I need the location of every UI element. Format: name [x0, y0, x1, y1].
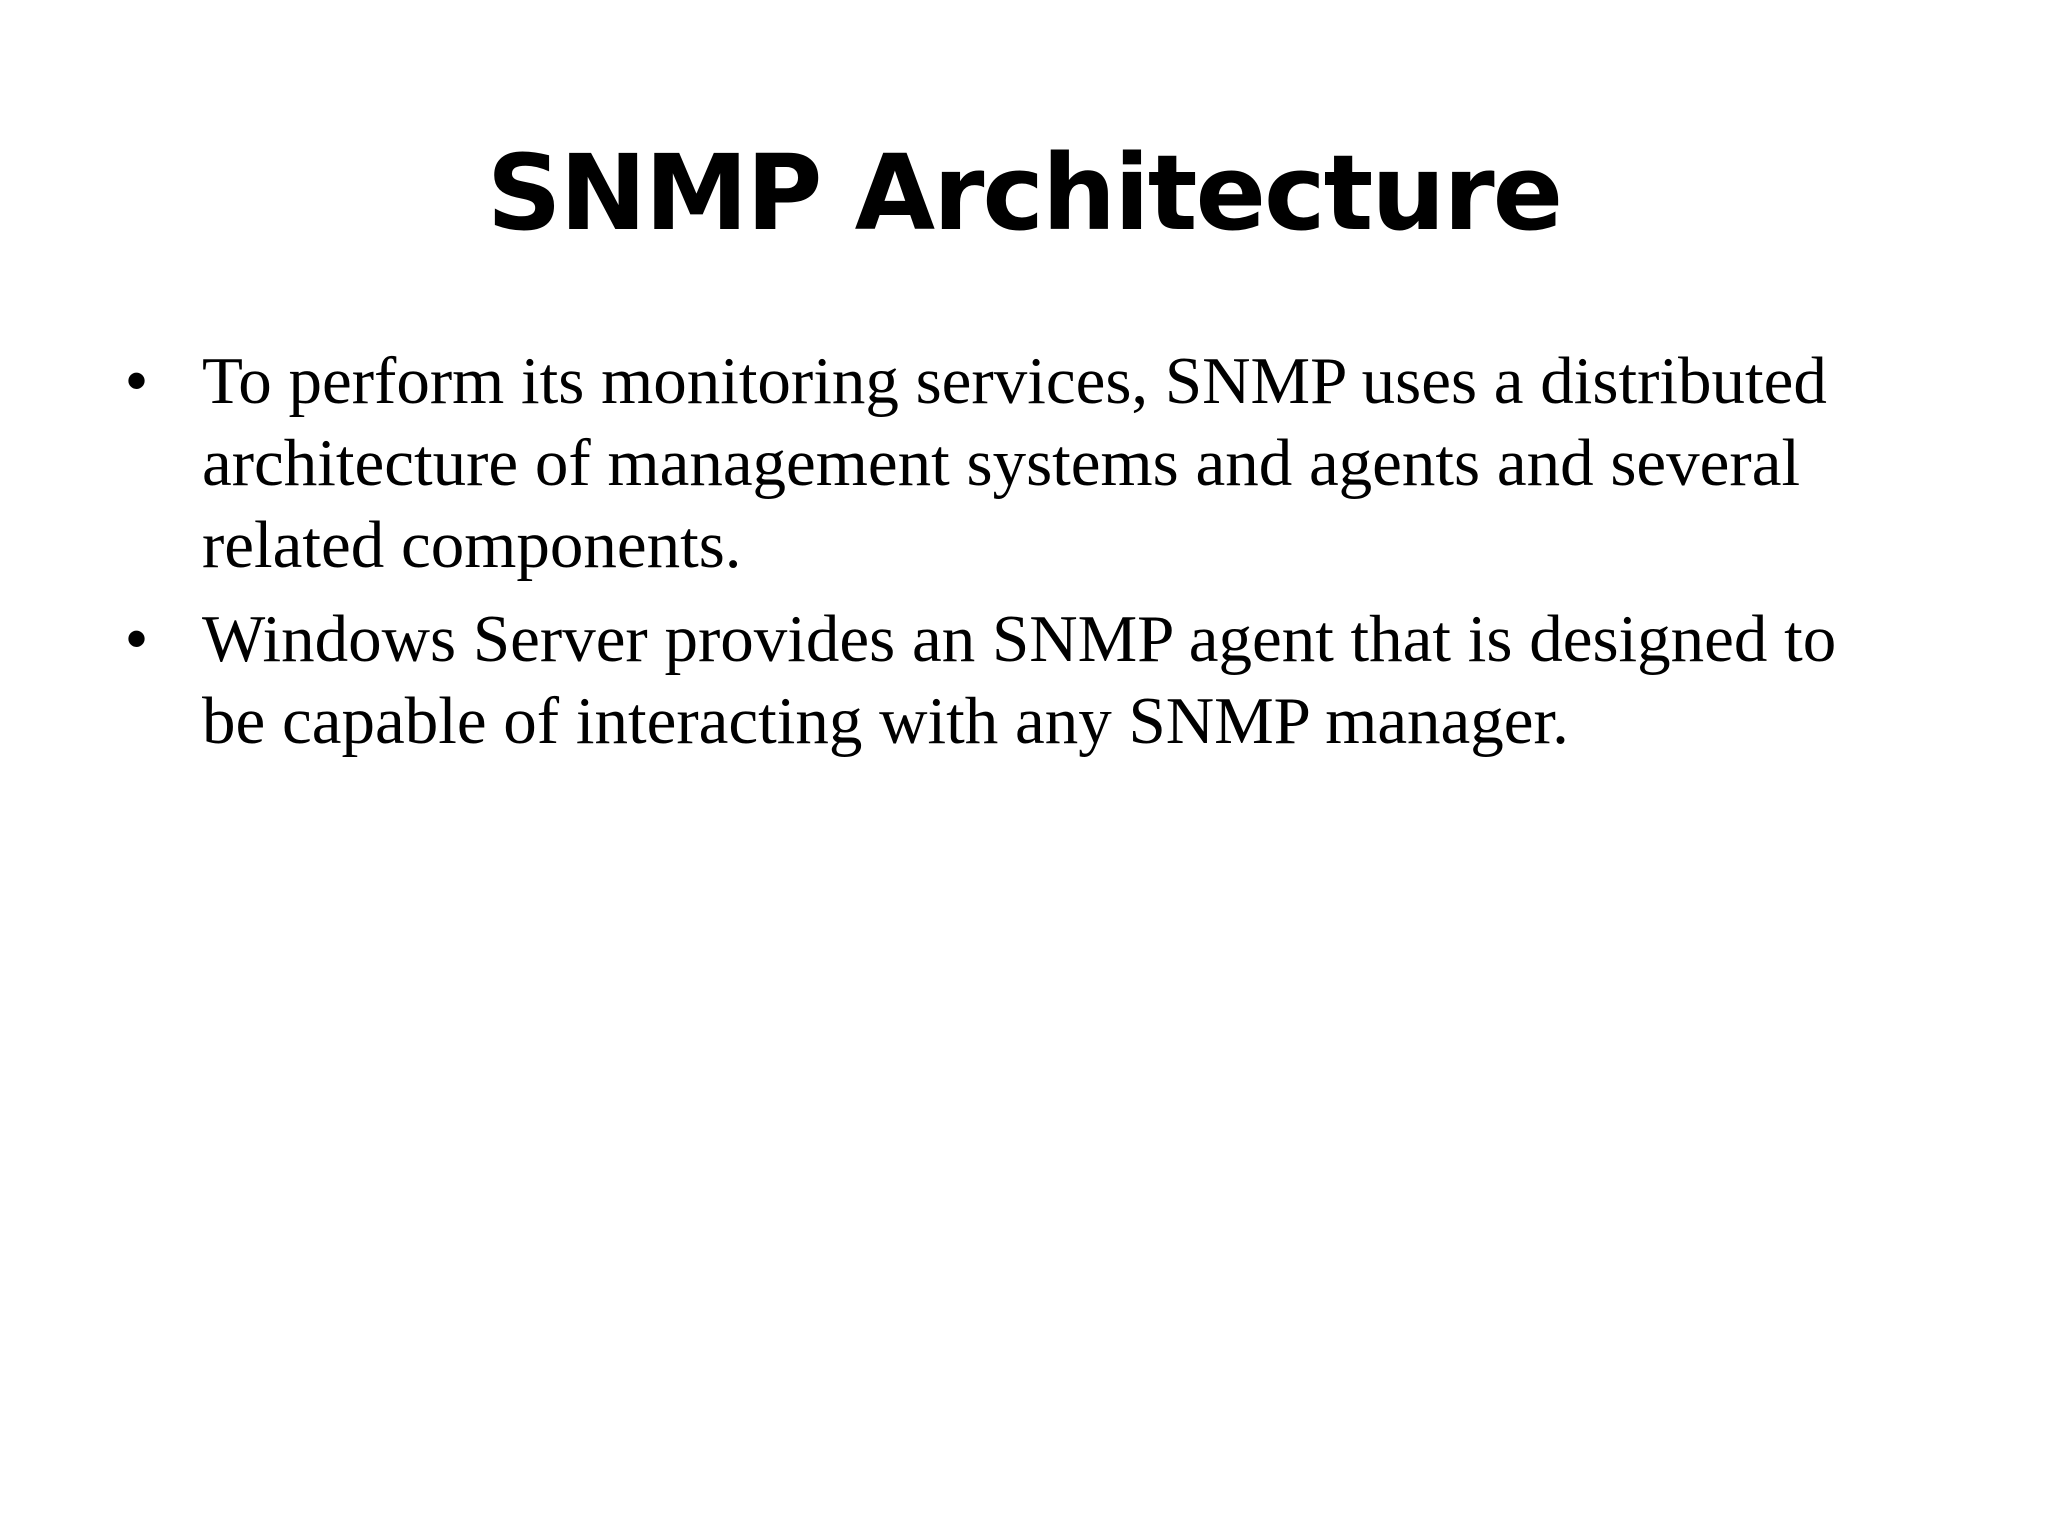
- bullet-text: Windows Server provides an SNMP agent that is designed to be capable of interacting with any SNMP manager.: [202, 602, 1837, 758]
- bullet-text: To perform its monitoring services, SNMP uses a distributed architecture of management systems and agents and several related components.: [202, 344, 1827, 582]
- bullet-item: [126, 340, 1916, 586]
- slide-title: SNMP Architecture: [486, 132, 1562, 254]
- bullet-icon: •: [126, 605, 148, 672]
- bullet-item: [126, 598, 1916, 762]
- bullet-list: [126, 340, 1916, 774]
- bullet-icon: •: [126, 347, 148, 414]
